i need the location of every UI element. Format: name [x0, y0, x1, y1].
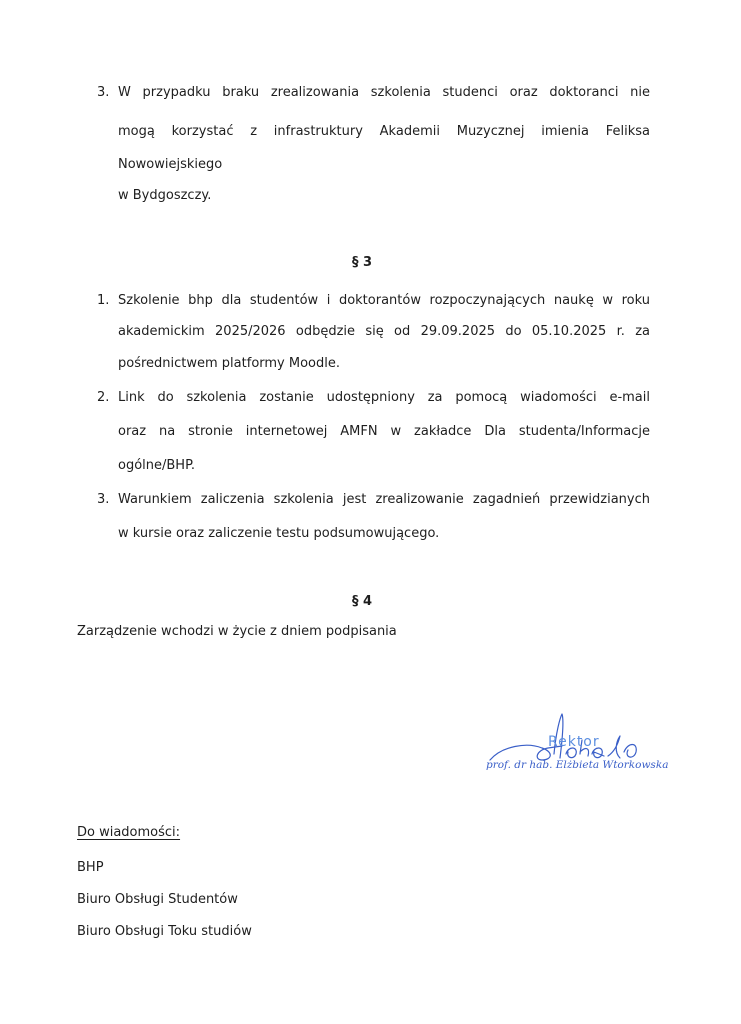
list-item-line: Szkolenie bhp dla studentów i doktorantów rozpoczynających naukę w roku	[118, 293, 650, 308]
list-item-line: ogólne/BHP.	[118, 458, 196, 473]
list-item-line: mogą korzystać z infrastruktury Akademii Muzycznej imienia Feliksa	[118, 124, 650, 139]
distribution-recipient: BHP	[77, 860, 104, 875]
list-number: 3.	[97, 492, 110, 507]
distribution-recipient: Biuro Obsługi Studentów	[77, 892, 238, 907]
list-item-line: w kursie oraz zaliczenie testu podsumowującego.	[118, 526, 440, 541]
list-item-line: W przypadku braku zrealizowania szkolenia studenci oraz doktoranci nie	[118, 85, 650, 100]
section-4-text: Zarządzenie wchodzi w życie z dniem podpisania	[77, 624, 397, 639]
list-item-line: oraz na stronie internetowej AMFN w zakładce Dla studenta/Informacje	[118, 424, 650, 439]
distribution-heading: Do wiadomości:	[77, 825, 181, 840]
section-heading-3: § 3	[351, 255, 373, 270]
list-item-line: pośrednictwem platformy Moodle.	[118, 356, 340, 371]
list-item-line: Link do szkolenia zostanie udostępniony za pomocą wiadomości e-mail	[118, 390, 650, 405]
section-heading-4: § 4	[351, 594, 373, 609]
rector-signature	[482, 712, 682, 782]
list-number: 3.	[97, 85, 110, 100]
list-item-line: Nowowiejskiego	[118, 157, 223, 172]
list-item-line: akademickim 2025/2026 odbędzie się od 29.09.2025 do 05.10.2025 r. za	[118, 324, 650, 339]
distribution-recipient: Biuro Obsługi Toku studiów	[77, 924, 252, 939]
signature-title: Rektor	[548, 734, 600, 750]
signature-name: prof. dr hab. Elżbieta Wtorkowska	[486, 759, 669, 771]
list-number: 2.	[97, 390, 110, 405]
list-item-line: w Bydgoszczy.	[118, 188, 212, 203]
list-number: 1.	[97, 293, 110, 308]
list-item-line: Warunkiem zaliczenia szkolenia jest zrealizowanie zagadnień przewidzianych	[118, 492, 650, 507]
